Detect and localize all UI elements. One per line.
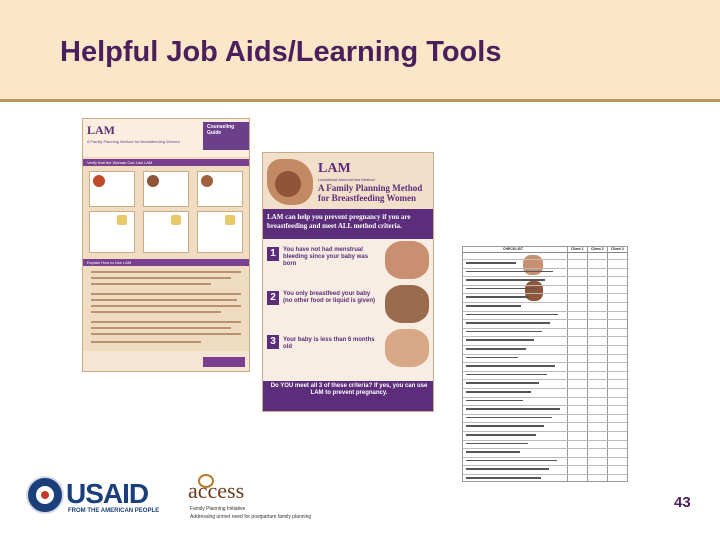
guide-subtitle: A Family Planning Method for Breastfeeding Women [87, 139, 180, 144]
guide-answer-box [143, 211, 189, 253]
usaid-seal-icon [26, 476, 64, 514]
access-tagline: Family Planning Initiative [190, 506, 246, 512]
guide-answer-box [197, 211, 243, 253]
checklist-row-text [466, 443, 528, 445]
checklist-row-line [463, 465, 628, 466]
checklist-row-text [466, 400, 523, 402]
checklist-row-text [466, 365, 555, 367]
checklist-thumbnail [462, 246, 628, 482]
guide-section-label: Explain How to Use LAM [87, 260, 132, 265]
checklist-row-line [463, 457, 628, 458]
checklist-row-text [466, 460, 557, 462]
criterion-text: You only breastfeed your baby (no other food or liquid is given) [283, 291, 375, 304]
brochure-small-subtitle: Lactational Amenorrhea Method [318, 177, 375, 182]
no-icon [225, 215, 235, 225]
brochure-intro: LAM can help you prevent pregnancy if you are breastfeeding and meet ALL method criteria. [267, 213, 411, 230]
checklist-row-line [463, 405, 628, 406]
mother-icon [147, 175, 159, 187]
brochure-subtitle: A Family Planning Method for Breastfeeding Women [318, 183, 423, 203]
checklist-row-text [466, 391, 531, 393]
page-number: 43 [674, 494, 691, 511]
guide-text-line [91, 293, 241, 295]
guide-text-line [91, 311, 221, 313]
checklist-row-line [463, 319, 628, 320]
checklist-row-line [463, 379, 628, 380]
checklist-row-text [466, 314, 558, 316]
checklist-row-line [463, 362, 628, 363]
checklist-column-line [607, 247, 608, 482]
counseling-guide-thumbnail [82, 118, 250, 372]
guide-answer-box [89, 211, 135, 253]
checklist-row-text [466, 331, 542, 333]
checklist-row-text [466, 425, 544, 427]
brochure-question: Do YOU meet all 3 of these criteria? If yes, you can use LAM to prevent pregnancy. [270, 383, 428, 396]
seal-core [41, 491, 49, 499]
checklist-row-text [466, 279, 545, 281]
criterion-text: You have not had menstrual bleeding since your baby was born [283, 247, 369, 267]
checklist-row-text [466, 382, 539, 384]
checklist-row-line [463, 328, 628, 329]
criterion-number: 1 [267, 247, 279, 261]
baby-icon [201, 175, 213, 187]
guide-arrow [203, 357, 245, 367]
criterion-photo [385, 285, 429, 323]
no-icon [117, 215, 127, 225]
checklist-row-text [466, 451, 520, 453]
checklist-row-text [466, 374, 547, 376]
criterion-number: 3 [267, 335, 279, 349]
checklist-row-line [463, 354, 628, 355]
checklist-row-line [463, 440, 628, 441]
checklist-row-line [463, 259, 628, 260]
usaid-logo: USAID [66, 478, 149, 509]
guide-text-line [91, 305, 241, 307]
checklist-row-text [466, 271, 553, 273]
guide-label: Counseling Guide [207, 124, 235, 136]
guide-text-line [91, 327, 231, 329]
checklist-row-line [463, 414, 628, 415]
checklist-row-text [466, 322, 550, 324]
no-icon [171, 215, 181, 225]
title-banner [0, 0, 720, 102]
checklist-row-line [463, 422, 628, 423]
access-logo: access [188, 478, 245, 503]
criterion-photo [385, 329, 429, 367]
checklist-column-line [587, 247, 588, 482]
checklist-header: Client 3 [611, 247, 624, 251]
guide-text-line [91, 341, 201, 343]
mother-icon [93, 175, 105, 187]
guide-brand: LAM [87, 123, 115, 137]
checklist-row-line [463, 285, 628, 286]
checklist-row-line [463, 336, 628, 337]
checklist-row-line [463, 311, 628, 312]
criterion-photo [385, 241, 429, 279]
guide-text-line [91, 299, 237, 301]
checklist-row-text [466, 288, 537, 290]
slide-title: Helpful Job Aids/Learning Tools [60, 36, 502, 68]
checklist-row-text [466, 348, 526, 350]
checklist-row-line [463, 302, 628, 303]
checklist-row-line [463, 448, 628, 449]
checklist-row-line [463, 388, 628, 389]
checklist-row-line [463, 474, 628, 475]
checklist-row-text [466, 408, 560, 410]
checklist-header: Client 2 [591, 247, 604, 251]
checklist-row-text [466, 468, 549, 470]
checklist-row-line [463, 293, 628, 294]
baby-photo [275, 171, 301, 197]
checklist-row-line [463, 397, 628, 398]
checklist-column-line [567, 247, 568, 482]
guide-section-label: Verify that the Woman Can Use LAM [87, 160, 153, 165]
usaid-tagline: FROM THE AMERICAN PEOPLE [68, 508, 160, 514]
checklist-row-text [466, 417, 552, 419]
checklist-row-text [466, 357, 518, 359]
checklist-row-line [463, 345, 628, 346]
guide-text-line [91, 283, 211, 285]
guide-text-line [91, 333, 241, 335]
checklist-row-line [463, 371, 628, 372]
checklist-row-text [466, 339, 534, 341]
access-tagline-2: Addressing unmet need for postpartum family planning [190, 514, 312, 520]
lam-brochure-thumbnail [262, 152, 434, 412]
checklist-header: CHECKLIST [503, 247, 524, 251]
brochure-brand: LAM [318, 161, 351, 176]
checklist-row-line [463, 268, 628, 269]
checklist-row-text [466, 305, 521, 307]
criterion-number: 2 [267, 291, 279, 305]
checklist-row-line [463, 276, 628, 277]
checklist-header: Client 1 [571, 247, 584, 251]
checklist-row-text [466, 477, 541, 479]
guide-text-line [91, 277, 231, 279]
checklist-row-text [466, 434, 536, 436]
checklist-row-line [463, 431, 628, 432]
guide-text-line [91, 321, 241, 323]
guide-text-line [91, 271, 241, 273]
criterion-text: Your baby is less than 6 months old [283, 337, 375, 350]
checklist-row-text [466, 296, 529, 298]
checklist-row-text [466, 262, 516, 264]
